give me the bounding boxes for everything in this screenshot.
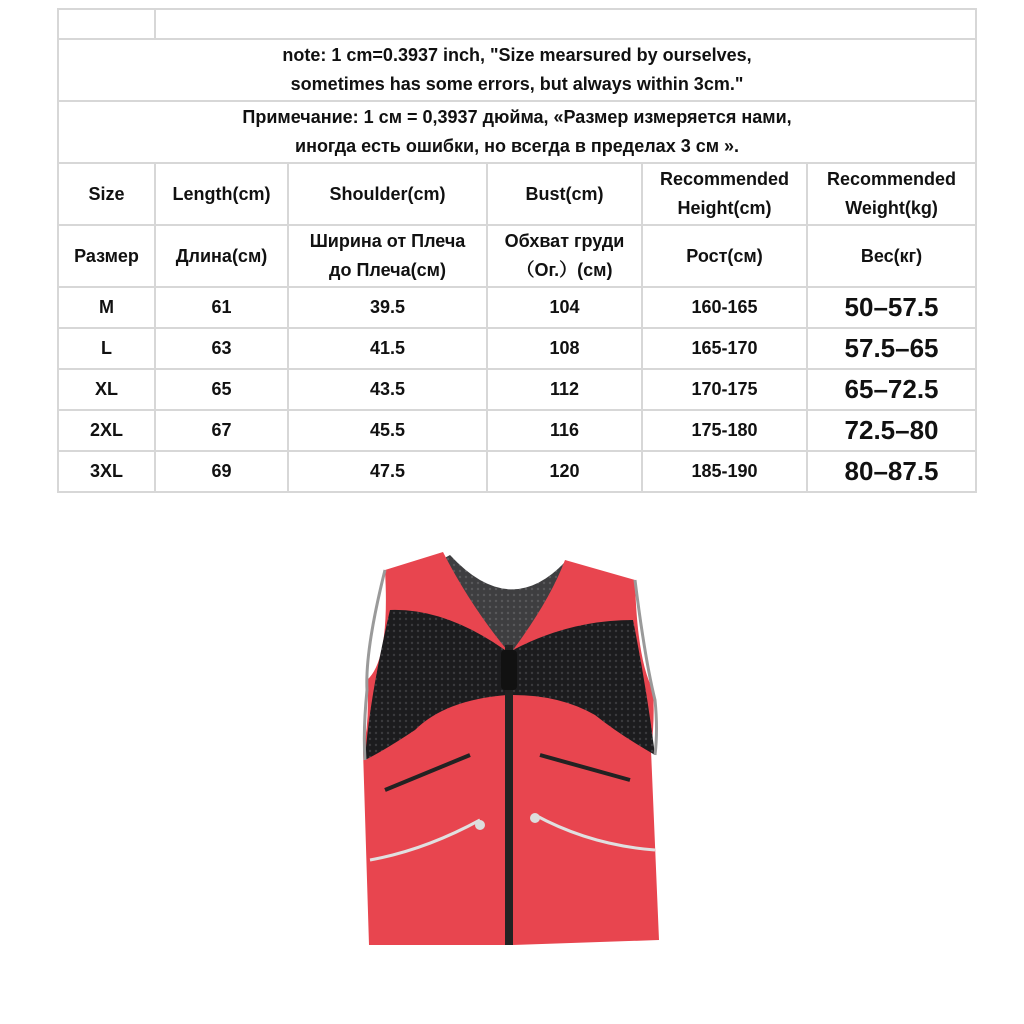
empty-cell [58,9,155,39]
cell-shoulder: 39.5 [288,287,487,328]
table-row [58,369,976,410]
note-ru-line2: иногда есть ошибки, но всегда в пределах 3 см ». [295,136,740,156]
cell-shoulder: 47.5 [288,451,487,492]
header-height-line2: Height(cm) [677,198,772,218]
header-height-ru: Рост(см) [642,225,807,287]
cell-height: 165-170 [642,328,807,369]
empty-cell [155,9,976,39]
header-weight-line1: Recommended [827,169,957,189]
vest-zipper-pull [501,650,517,690]
header-height [642,163,807,225]
note-row-ru [58,101,976,163]
cell-height: 160-165 [642,287,807,328]
cell-length: 67 [155,410,288,451]
cell-weight: 57.5–65 [807,328,976,369]
cell-height: 170-175 [642,369,807,410]
cell-weight: 80–87.5 [807,451,976,492]
cell-weight: 65–72.5 [807,369,976,410]
header-bust-ru-line2: （Ог.）(см) [516,260,613,280]
cell-size: 2XL [58,410,155,451]
note-row-en [58,39,976,101]
cell-bust: 112 [487,369,642,410]
cell-shoulder: 41.5 [288,328,487,369]
table-row [58,451,976,492]
cell-height: 185-190 [642,451,807,492]
header-weight-line2: Weight(kg) [845,198,938,218]
header-height-line1: Recommended [659,169,790,189]
note-en [58,39,976,101]
cell-size: L [58,328,155,369]
note-ru [58,101,976,163]
vest-product-image [355,550,665,950]
cell-length: 63 [155,328,288,369]
cell-size: 3XL [58,451,155,492]
header-row-en [58,163,976,225]
cell-weight: 72.5–80 [807,410,976,451]
header-shoulder-ru-line1: Ширина от Плеча [309,231,466,251]
cell-size: M [58,287,155,328]
size-chart-table [57,8,977,493]
cell-bust: 104 [487,287,642,328]
table-row [58,328,976,369]
cell-length: 65 [155,369,288,410]
header-row-ru [58,225,976,287]
cell-bust: 108 [487,328,642,369]
vest-button-left [475,820,485,830]
cell-bust: 120 [487,451,642,492]
header-bust-ru [487,225,642,287]
note-en-line2: sometimes has some errors, but always within 3cm." [290,74,744,94]
header-length-ru: Длина(см) [155,225,288,287]
cell-length: 69 [155,451,288,492]
header-weight [807,163,976,225]
note-ru-line1: Примечание: 1 см = 0,3937 дюйма, «Размер измеряется нами, [242,107,792,127]
header-shoulder: Shoulder(cm) [288,163,487,225]
cell-weight: 50–57.5 [807,287,976,328]
cell-size: XL [58,369,155,410]
table-top-row [58,9,976,39]
header-size: Size [58,163,155,225]
table-row [58,287,976,328]
header-bust: Bust(cm) [487,163,642,225]
cell-shoulder: 43.5 [288,369,487,410]
header-weight-ru: Вес(кг) [807,225,976,287]
cell-height: 175-180 [642,410,807,451]
cell-shoulder: 45.5 [288,410,487,451]
cell-length: 61 [155,287,288,328]
vest-button-right [530,813,540,823]
header-size-ru: Размер [58,225,155,287]
note-en-line1: note: 1 cm=0.3937 inch, "Size mearsured by ourselves, [282,45,752,65]
header-bust-ru-line1: Обхват груди [504,231,625,251]
header-shoulder-ru-line2: до Плеча(см) [329,260,446,280]
cell-bust: 116 [487,410,642,451]
header-length: Length(cm) [155,163,288,225]
header-shoulder-ru [288,225,487,287]
table-row [58,410,976,451]
vest-illustration [355,550,665,950]
